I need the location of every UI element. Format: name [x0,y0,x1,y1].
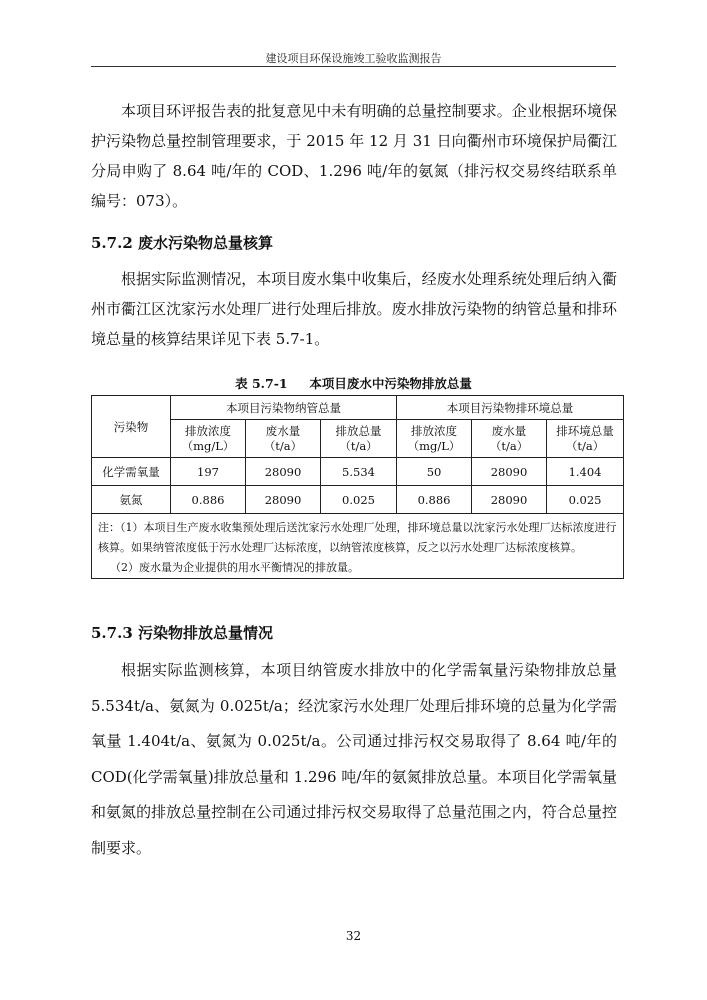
table-cell: 28090 [246,458,321,486]
table-cell: 5.534 [321,458,397,486]
table-cell: 0.025 [547,486,624,514]
table-cell: 28090 [472,458,547,486]
sub-header: 排放浓度 （mg/L） [171,420,246,458]
section-heading-5-7-3: 5.7.3 污染物排放总量情况 [91,624,273,642]
group-header-sewer-total: 本项目污染物纳管总量 [171,396,397,420]
table-cell: 0.886 [397,486,472,514]
group-header-environment-total: 本项目污染物排环境总量 [397,396,624,420]
sub-header: 排放浓度 （mg/L） [397,420,472,458]
header-divider [91,66,616,67]
sub-header: 废水量 （t/a） [246,420,321,458]
table-note-2: （2）废水量为企业提供的用水平衡情况的排放量。 [110,561,359,574]
table-notes [92,514,624,579]
intro-paragraph: 本项目环评报告表的批复意见中未有明确的总量控制要求。企业根据环境保护污染物总量控制管理要求，于 2015 年 12 月 31 日向衢州市环境保护局衢江分局申购了 8.64 吨/年的 COD、1.296 吨/年的氨氮（排污权交易终结联系单编号：073）。 [91,102,617,210]
table-cell: 28090 [246,486,321,514]
section-5-7-3-paragraph: 根据实际监测核算，本项目纳管废水排放中的化学需氧量污染物排放总量 5.534t/a、氨氮为 0.025t/a；经沈家污水处理厂处理后排环境的总量为化学需氧量 1.404t/a、氨氮为 0.025t/a。公司通过排污权交易取得了 8.64 吨/年的 COD(化学需氧量)排放总量和 1.296 吨/年的氨氮排放总量。本项目化学需氧量和氨氮的排放总量控制在公司通过排污权交易取得了总量范围之内，符合总量控制要求。 [91,661,617,857]
table-cell: 50 [397,458,472,486]
table-row [92,486,624,514]
header-title: 建设项目环保设施竣工验收监测报告 [265,52,442,65]
table-cell: 197 [171,458,246,486]
pollutant-table [91,395,623,579]
sub-header: 排环境总量 （t/a） [547,420,624,458]
row-label: 氨氮 [92,486,171,514]
table-note-1: 注：（1）本项目生产废水收集预处理后送沈家污水处理厂处理，排环境总量以沈家污水处理厂达标浓度进行核算。如果纳管浓度低于污水处理厂达标浓度，以纳管浓度核算，反之以污水处理厂达标浓度核算。 [98,521,617,554]
section-heading-5-7-2: 5.7.2 废水污染物总量核算 [91,234,273,252]
section-5-7-2-paragraph: 根据实际监测情况，本项目废水集中收集后，经废水处理系统处理后纳入衢州市衢江区沈家污水处理厂进行处理后排放。废水排放污染物的纳管总量和排环境总量的核算结果详见下表 5.7-1。 [91,270,617,348]
table-cell: 28090 [472,486,547,514]
page-number: 32 [345,929,362,943]
table-caption: 表 5.7-1 本项目废水中污染物排放总量 [235,376,472,391]
table-row [92,458,624,486]
row-label: 化学需氧量 [92,458,171,486]
sub-header: 排放总量 （t/a） [321,420,397,458]
table-cell: 0.886 [171,486,246,514]
table-cell: 0.025 [321,486,397,514]
table-cell: 1.404 [547,458,624,486]
sub-header: 废水量 （t/a） [472,420,547,458]
col-header-pollutant: 污染物 [92,396,171,458]
